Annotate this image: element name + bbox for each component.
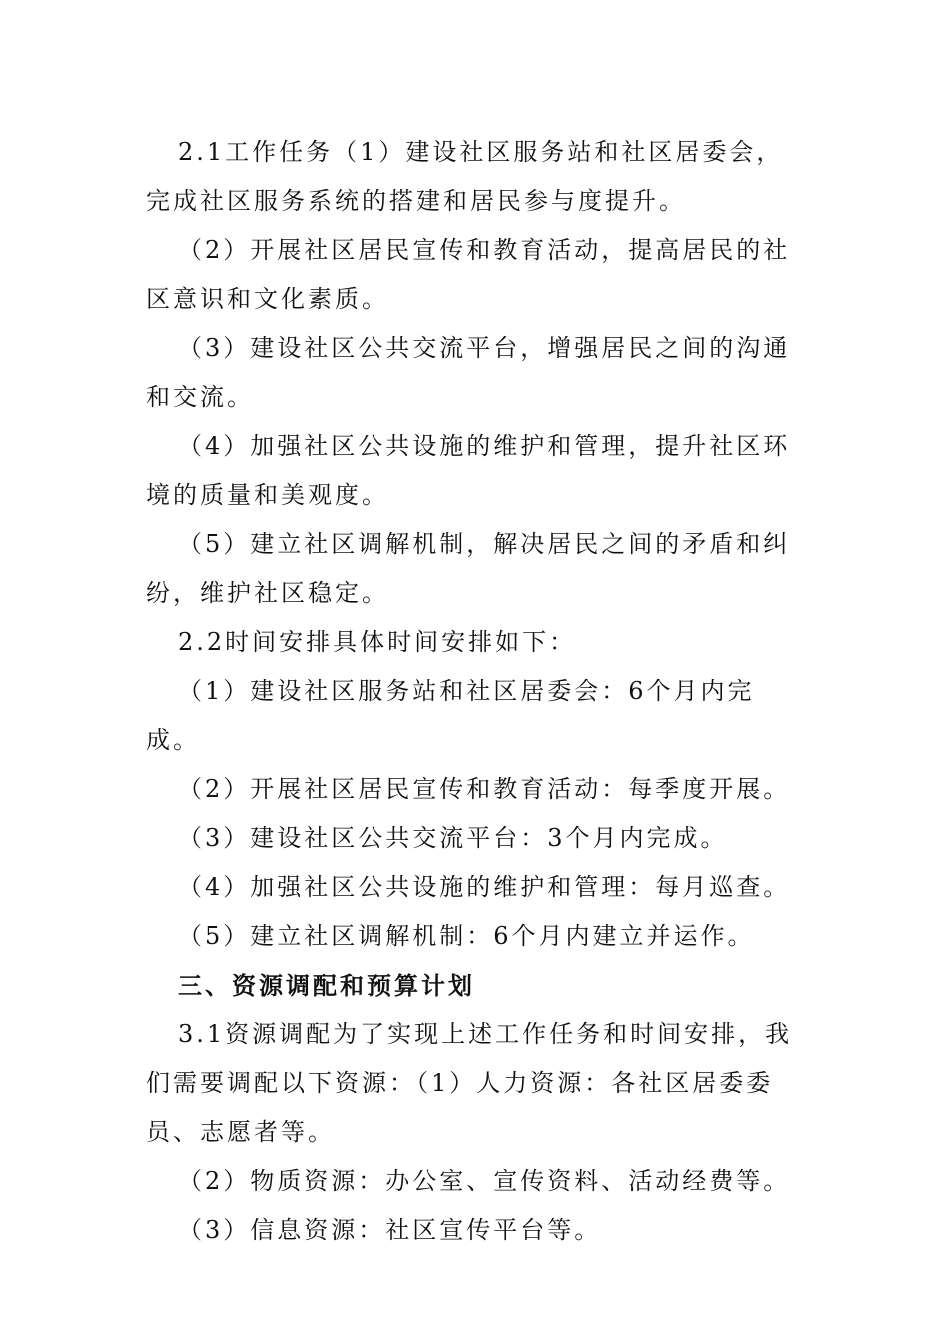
- schedule-item-4: （4）加强社区公共设施的维护和管理：每月巡查。: [178, 873, 791, 901]
- resource-item-3: （3）信息资源：社区宣传平台等。: [178, 1216, 602, 1244]
- paragraph-task-4: （4）加强社区公共设施的维护和管理，提升社区环境的质量和美观度。: [146, 432, 791, 509]
- schedule-item-1: （1）建设社区服务站和社区居委会：6个月内完成。: [146, 677, 755, 754]
- schedule-item-2: （2）开展社区居民宣传和教育活动：每季度开展。: [178, 775, 791, 803]
- schedule-item-3: （3）建设社区公共交流平台：3个月内完成。: [178, 824, 728, 852]
- paragraph-3-1: 3.1资源调配为了实现上述工作任务和时间安排，我们需要调配以下资源：（1）人力资源：各社区居委委员、志愿者等。: [146, 1020, 793, 1146]
- paragraph-2-1: 2.1工作任务（1）建设社区服务站和社区居委会，完成社区服务系统的搭建和居民参与度提升。: [146, 138, 784, 215]
- paragraph-task-5: （5）建立社区调解机制，解决居民之间的矛盾和纠纷，维护社区稳定。: [146, 530, 791, 607]
- section-heading-3: 三、资源调配和预算计划: [178, 971, 475, 1000]
- document-page: [146, 128, 806, 1255]
- paragraph-task-2: （2）开展社区居民宣传和教育活动，提高居民的社区意识和文化素质。: [146, 236, 791, 313]
- resource-item-2: （2）物质资源：办公室、宣传资料、活动经费等。: [178, 1167, 791, 1195]
- paragraph-2-2: 2.2时间安排具体时间安排如下：: [178, 628, 577, 656]
- schedule-item-5: （5）建立社区调解机制：6个月内建立并运作。: [178, 922, 755, 950]
- paragraph-task-3: （3）建设社区公共交流平台，增强居民之间的沟通和交流。: [146, 334, 791, 411]
